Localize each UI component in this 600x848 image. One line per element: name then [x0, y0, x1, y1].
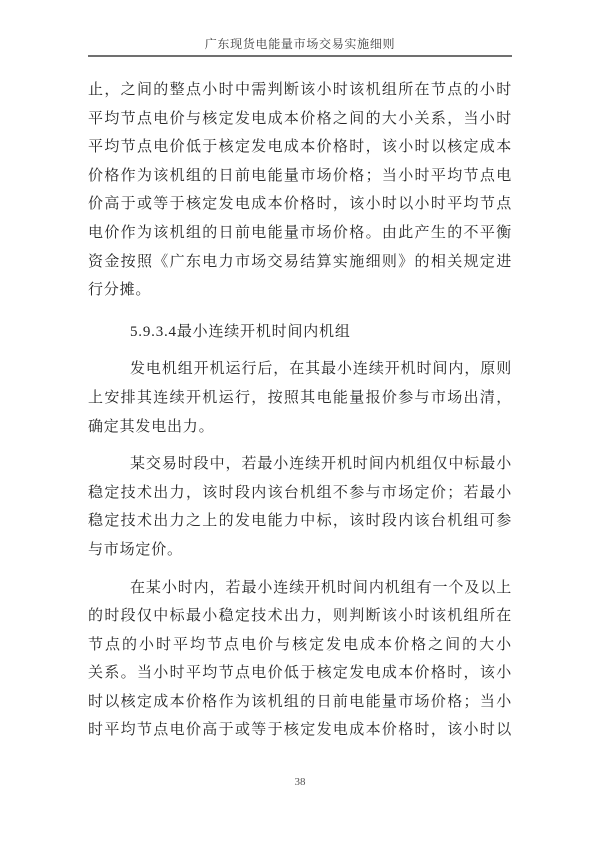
text-line: 发电机组开机运行后，在其最小连续开机时间内，原则	[130, 361, 512, 378]
document-body	[88, 76, 512, 745]
text-line: 某交易时段中，若最小连续开机时间内机组仅中标最小	[130, 456, 512, 473]
page-footer	[0, 776, 600, 788]
text-line: 节点的小时平均节点电价与核定发电成本价格之间的大小	[88, 636, 512, 653]
body-paragraph	[88, 76, 512, 305]
text-line: 上安排其连续开机运行，按照其电能量报价参与市场出清，	[88, 389, 512, 406]
body-paragraph	[88, 574, 512, 746]
text-line: 在某小时内，若最小连续开机时间内机组有一个及以上	[130, 579, 512, 596]
page-number: 38	[294, 776, 306, 788]
text-line: 平均节点电价低于核定发电成本价格时，该小时以核定成本	[88, 139, 512, 156]
header-rule	[88, 55, 512, 57]
body-paragraph	[88, 450, 512, 564]
text-line: 稳定技术出力之上的发电能力中标，该时段内该台机组可参	[88, 513, 512, 530]
text-line: 与市场定价。	[88, 541, 183, 558]
header-title: 广东现货电能量市场交易实施细则	[204, 37, 396, 51]
text-line: 时以核定成本价格作为该机组的日前电能量市场价格；当小	[88, 693, 512, 710]
body-paragraph	[88, 355, 512, 441]
text-line: 的时段仅中标最小稳定技术出力，则判断该小时该机组所在	[88, 608, 512, 625]
text-line: 确定其发电出力。	[88, 418, 215, 435]
text-line: 平均节点电价与核定发电成本价格之间的大小关系，当小时	[88, 110, 512, 127]
text-line: 时平均节点电价高于或等于核定发电成本价格时，该小时以	[88, 722, 512, 739]
text-line: 关系。当小时平均节点电价低于核定发电成本价格时，该小	[88, 665, 512, 682]
text-line: 稳定技术出力，该时段内该台机组不参与市场定价；若最小	[88, 484, 512, 501]
text-line: 电价作为该机组的日前电能量市场价格。由此产生的不平衡	[88, 224, 512, 241]
text-line: 价格作为该机组的日前电能量市场价格；当小时平均节点电	[88, 167, 512, 184]
text-line: 资金按照《广东电力市场交易结算实施细则》的相关规定进	[88, 253, 512, 270]
text-line: 止，之间的整点小时中需判断该小时该机组所在节点的小时	[88, 82, 512, 98]
page-header	[0, 0, 600, 57]
text-line: 价高于或等于核定发电成本价格时，该小时以小时平均节点	[88, 196, 512, 213]
text-line: 行分摊。	[88, 282, 152, 299]
text-line: 5.9.3.4最小连续开机时间内机组	[130, 323, 351, 340]
section-heading	[88, 318, 512, 347]
